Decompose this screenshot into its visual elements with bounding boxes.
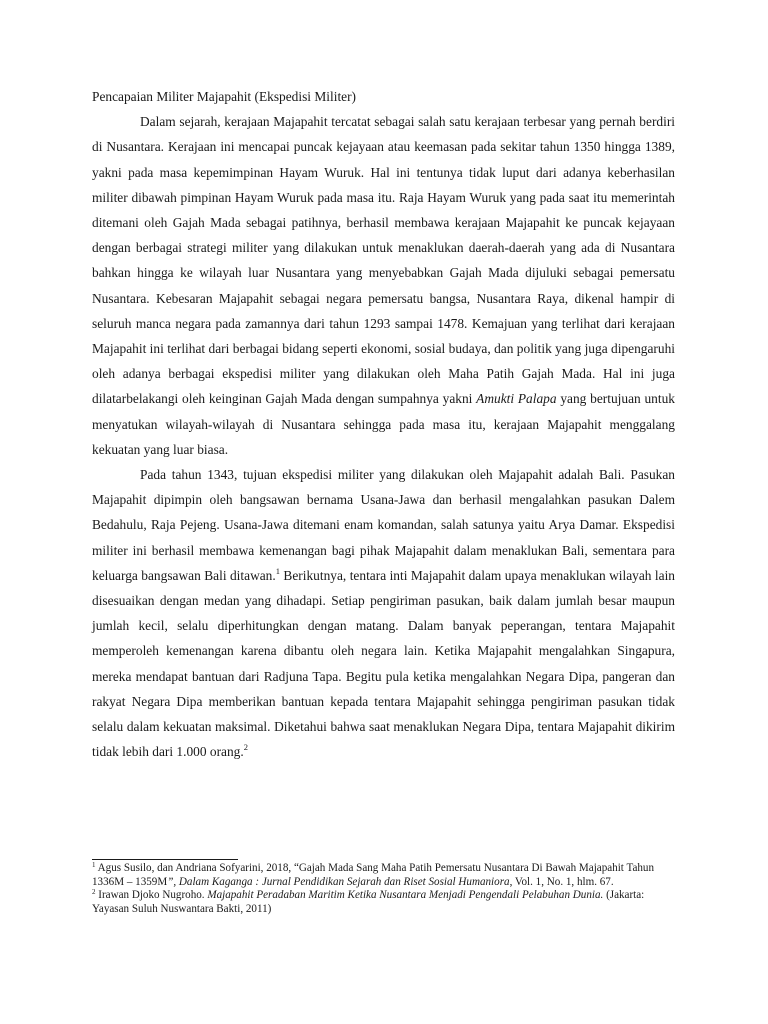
paragraph-1-italic-term: Amukti Palapa [476,391,557,407]
footnote-ref-2[interactable]: 2 [243,742,248,753]
paragraph-1-text: Dalam sejarah, kerajaan Majapahit tercatat sebagai salah satu kerajaan terbesar yang pernah berdiri di Nusantara. Kerajaan ini mencapai puncak kejayaan atau keemasan pada sekitar tahun 1350 hingga 1389, yakni pada masa kepemimpinan Hayam Wuruk. Hal ini tentunya tidak luput dari adanya keberhasilan militer dibawah pimpinan Hayam Wuruk pada masa itu. Raja Hayam Wuruk yang pada saat itu memerintah ditemani oleh Gajah Mada sebagai patihnya, berhasil membawa kerajaan Majapahit ke puncak kejayaan dengan berbagai strategi militer yang dilakukan untuk menaklukan daerah-daerah yang ada di Nusantara bahkan hingga ke wilayah luar Nusantara yang menyebabkan Gajah Mada dijuluki sebagai pemersatu Nusantara. Kebesaran Majapahit sebagai negara pemersatu bangsa, Nusantara Raya, dikenal hampir di seluruh manca negara pada zamannya dari tahun 1293 sampai 1478. Kemajuan yang terlihat dari kerajaan Majapahit ini terlihat dari berbagai bidang seperti ekonomi, sosial budaya, dan politik yang juga dipengaruhi oleh adanya berbagai ekspedisi militer yang dilakukan oleh Maha Patih Gajah Mada. Hal ini juga dilatarbelakangi oleh keinginan Gajah Mada dengan sumpahnya yakni [92,114,675,407]
footnote-1-marker: 1 [92,861,96,869]
footnote-1 [92,862,675,889]
footnote-1-italic: ”, Dalam Kaganga : Jurnal Pendidikan Sejarah dan Riset Sosial Humaniora [167,875,510,888]
paragraph-2-text-cont: Berikutnya, tentara inti Majapahit dalam upaya menaklukan wilayah lain disesuaikan dengan medan yang dihadapi. Setiap pengiriman pasukan, baik dalam jumlah besar maupun jumlah kecil, selalu diperhitungkan dengan matang. Dalam banyak peperangan, tentara Majapahit memperoleh kemenangan karena dibantu oleh negara lain. Ketika Majapahit mengalahkan Singapura, mereka mendapat bantuan dari Radjuna Tapa. Begitu pula ketika mengalahkan Negara Dipa, pangeran dan rakyat Negara Dipa memberikan bantuan kepada tentara Majapahit sehingga pengiriman pasukan tidak selalu dalam kekuatan maksimal. Diketahui bahwa saat menaklukan Negara Dipa, tentara Majapahit dikirim tidak lebih dari 1.000 orang. [92,567,675,760]
footnotes [92,862,675,916]
paragraph-2 [92,462,675,764]
footnote-1-end: , Vol. 1, No. 1, hlm. 67. [509,875,614,888]
footnote-ref-1[interactable]: 1 [275,565,280,576]
footnote-2 [92,889,675,916]
footnote-2-marker: 2 [92,888,96,897]
footnote-2-italic: Majapahit Peradaban Maritim Ketika Nusantara Menjadi Pengendali Pelabuhan Dunia. [207,889,604,902]
footnote-1-text: Agus Susilo, dan Andriana Sofyarini, 2018, “Gajah Mada Sang Maha Patih Pemersatu Nusantara Di Bawah Majapahit Tahun 1336M – 1359M [92,862,655,888]
footnote-2-text: Irawan Djoko Nugroho. [95,889,208,902]
paragraph-1-text-end: yang bertujuan untuk menyatukan wilayah-wilayah di Nusantara sehingga pada masa itu, kerajaan Majapahit menggalang kekuatan yang luar biasa. [92,391,675,457]
document-body [92,84,675,764]
footnote-2-end: (Jakarta: Yayasan Suluh Nuswantara Bakti, 2011) [92,889,645,915]
footnote-separator [92,859,238,860]
document-title: Pencapaian Militer Majapahit (Ekspedisi Militer) [92,89,357,104]
paragraph-2-text: Pada tahun 1343, tujuan ekspedisi militer yang dilakukan oleh Majapahit adalah Bali. Pasukan Majapahit dipimpin oleh bangsawan bernama Usana-Jawa dan berhasil mengalahkan pasukan Dalem Bedahulu, Raja Pejeng. Usana-Jawa ditemani enam komandan, salah satunya yaitu Arya Damar. Ekspedisi militer ini berhasil membawa kemenangan bagi pihak Majapahit dalam menaklukan Bali, sementara para keluarga bangsawan Bali ditawan. [92,467,675,583]
paragraph-1 [92,109,675,462]
